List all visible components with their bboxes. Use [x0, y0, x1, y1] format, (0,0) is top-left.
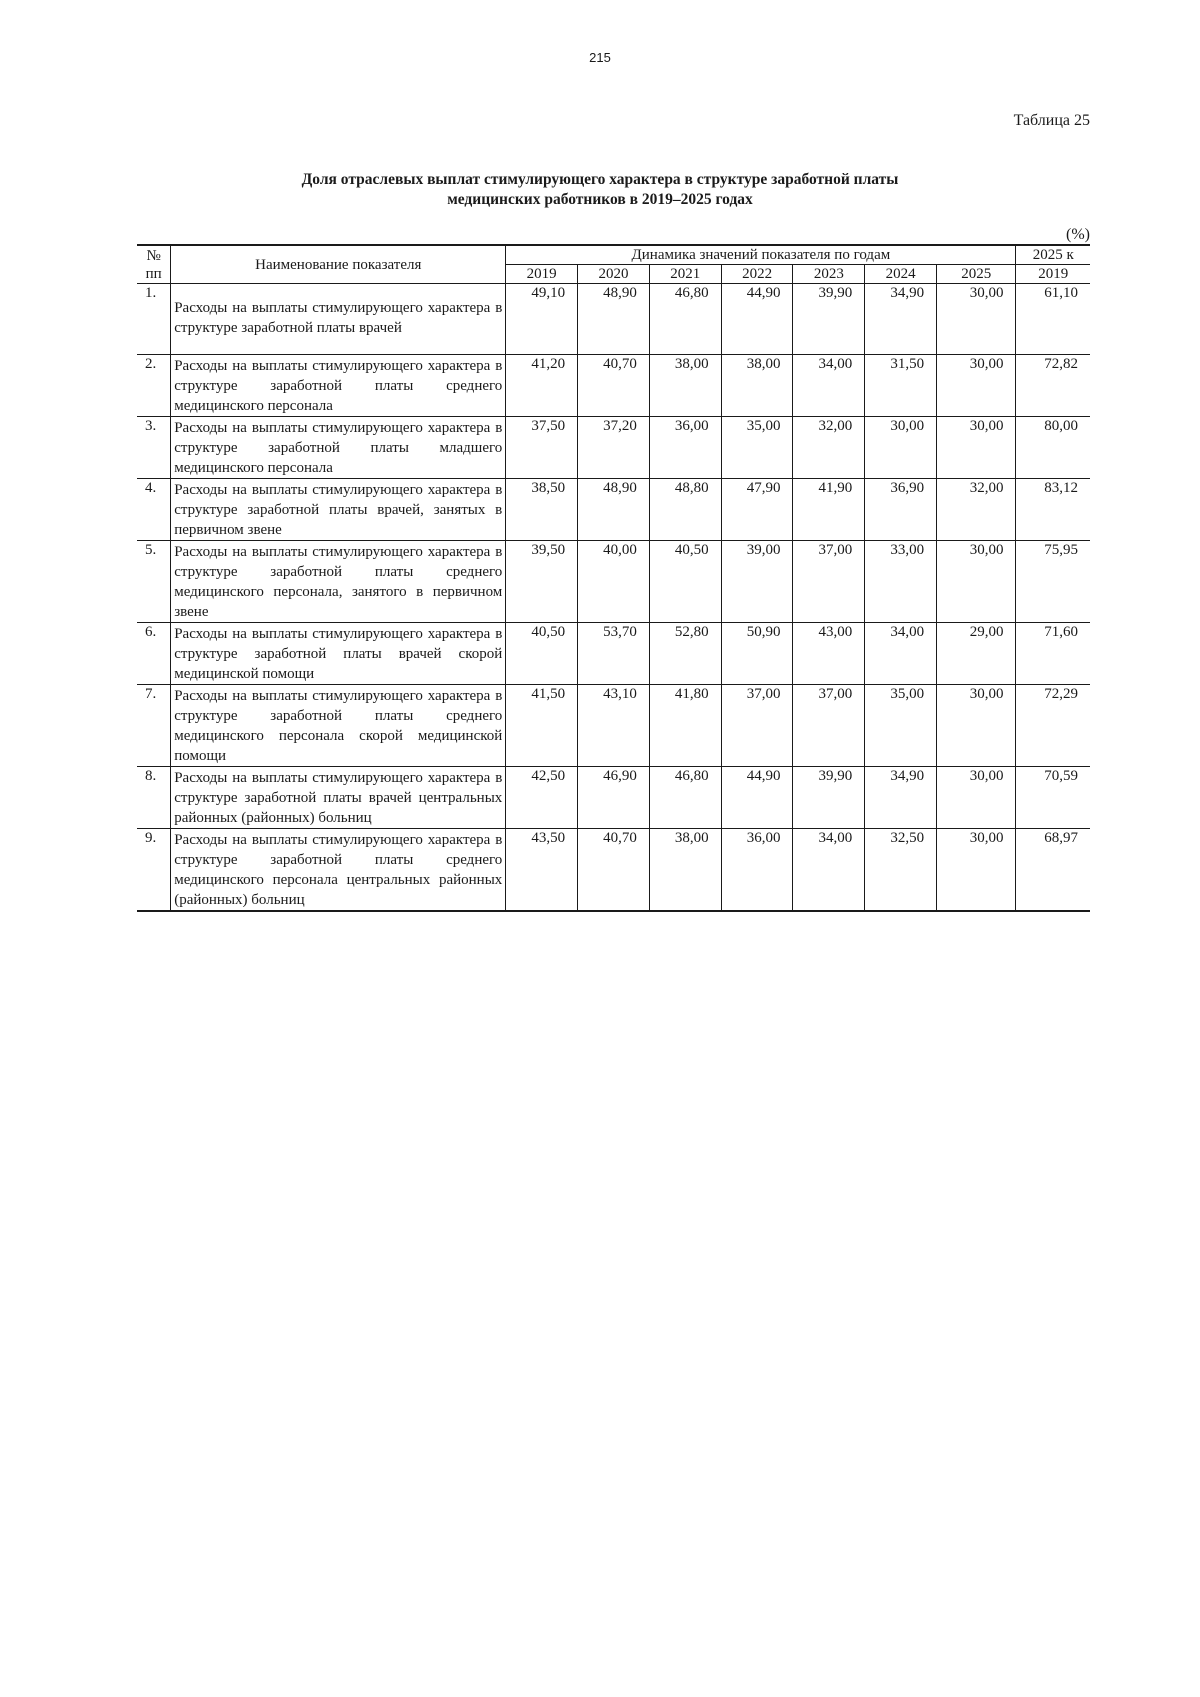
indicator-name-cell: Расходы на выплаты стимулирующего характера в структуре заработной платы врачей скорой медицинской помощи [171, 623, 506, 685]
indicator-name-cell: Расходы на выплаты стимулирующего характера в структуре заработной платы среднего медицинского персонала центральных районных (районных) больниц [171, 829, 506, 912]
row-number-cell: 5. [137, 541, 171, 623]
year-value-cell: 39,90 [793, 767, 865, 829]
year-value-cell: 50,90 [721, 623, 793, 685]
year-value-cell: 38,00 [649, 829, 721, 912]
year-value-cell: 29,00 [937, 623, 1016, 685]
year-value-cell: 53,70 [578, 623, 650, 685]
year-value-cell: 30,00 [937, 685, 1016, 767]
ratio-cell: 72,82 [1016, 355, 1090, 417]
row-number-cell: 3. [137, 417, 171, 479]
year-value-cell: 41,90 [793, 479, 865, 541]
year-value-cell: 43,50 [506, 829, 578, 912]
header-number-line-1: № [146, 247, 161, 264]
year-value-cell: 41,50 [506, 685, 578, 767]
header-ratio-line-2: 2019 [1016, 265, 1090, 284]
table-row [137, 284, 1090, 355]
header-ratio-line-1: 2025 к [1016, 245, 1090, 265]
header-dynamics: Динамика значений показателя по годам [506, 245, 1016, 265]
year-value-cell: 48,80 [649, 479, 721, 541]
year-value-cell: 35,00 [865, 685, 937, 767]
ratio-cell: 72,29 [1016, 685, 1090, 767]
row-number-cell: 4. [137, 479, 171, 541]
table-row [137, 685, 1090, 767]
year-value-cell: 35,00 [721, 417, 793, 479]
ratio-cell: 68,97 [1016, 829, 1090, 912]
indicator-name-cell: Расходы на выплаты стимулирующего характера в структуре заработной платы среднего медицинского персонала [171, 355, 506, 417]
year-value-cell: 30,00 [937, 284, 1016, 355]
year-value-cell: 43,00 [793, 623, 865, 685]
indicator-name-cell: Расходы на выплаты стимулирующего характера в структуре заработной платы врачей, занятых в первичном звене [171, 479, 506, 541]
document-title [0, 170, 1200, 210]
year-value-cell: 30,00 [937, 417, 1016, 479]
year-value-cell: 30,00 [865, 417, 937, 479]
year-value-cell: 36,00 [721, 829, 793, 912]
year-value-cell: 47,90 [721, 479, 793, 541]
year-value-cell: 49,10 [506, 284, 578, 355]
table-row [137, 479, 1090, 541]
year-value-cell: 46,80 [649, 767, 721, 829]
unit-label: (%) [1066, 226, 1090, 243]
year-value-cell: 30,00 [937, 767, 1016, 829]
indicator-name-cell: Расходы на выплаты стимулирующего характера в структуре заработной платы младшего медицинского персонала [171, 417, 506, 479]
year-value-cell: 39,00 [721, 541, 793, 623]
row-number-cell: 9. [137, 829, 171, 912]
table-row [137, 623, 1090, 685]
year-value-cell: 38,00 [649, 355, 721, 417]
title-line-2: медицинских работников в 2019–2025 годах [447, 191, 753, 208]
year-value-cell: 36,90 [865, 479, 937, 541]
year-value-cell: 33,00 [865, 541, 937, 623]
year-value-cell: 30,00 [937, 829, 1016, 912]
year-value-cell: 31,50 [865, 355, 937, 417]
table-row [137, 829, 1090, 912]
year-value-cell: 37,00 [721, 685, 793, 767]
indicator-name-cell: Расходы на выплаты стимулирующего характера в структуре заработной платы среднего медицинского персонала, занятого в первичном звене [171, 541, 506, 623]
year-value-cell: 46,80 [649, 284, 721, 355]
page-number: 215 [589, 50, 611, 65]
ratio-cell: 75,95 [1016, 541, 1090, 623]
year-value-cell: 43,10 [578, 685, 650, 767]
year-value-cell: 46,90 [578, 767, 650, 829]
header-row-1 [137, 245, 1090, 265]
year-value-cell: 40,70 [578, 829, 650, 912]
data-table [137, 244, 1090, 912]
indicator-name-cell: Расходы на выплаты стимулирующего характера в структуре заработной платы врачей [171, 284, 506, 355]
year-value-cell: 41,20 [506, 355, 578, 417]
year-value-cell: 37,00 [793, 685, 865, 767]
header-year: 2025 [937, 265, 1016, 284]
header-year: 2020 [578, 265, 650, 284]
row-number-cell: 6. [137, 623, 171, 685]
year-value-cell: 30,00 [937, 541, 1016, 623]
row-number-cell: 1. [137, 284, 171, 355]
ratio-cell: 71,60 [1016, 623, 1090, 685]
year-value-cell: 44,90 [721, 767, 793, 829]
year-value-cell: 34,00 [793, 355, 865, 417]
title-line-1: Доля отраслевых выплат стимулирующего характера в структуре заработной платы [301, 171, 899, 188]
year-value-cell: 36,00 [649, 417, 721, 479]
ratio-cell: 61,10 [1016, 284, 1090, 355]
table-body [137, 284, 1090, 912]
year-value-cell: 34,00 [793, 829, 865, 912]
header-year: 2024 [865, 265, 937, 284]
header-number [137, 245, 171, 284]
year-value-cell: 37,50 [506, 417, 578, 479]
year-value-cell: 40,70 [578, 355, 650, 417]
header-year: 2023 [793, 265, 865, 284]
header-number-line-2: пп [145, 265, 162, 282]
year-value-cell: 41,80 [649, 685, 721, 767]
year-value-cell: 34,00 [865, 623, 937, 685]
year-value-cell: 40,50 [506, 623, 578, 685]
header-name: Наименование показателя [171, 245, 506, 284]
ratio-cell: 70,59 [1016, 767, 1090, 829]
ratio-cell: 83,12 [1016, 479, 1090, 541]
year-value-cell: 40,00 [578, 541, 650, 623]
table-row [137, 767, 1090, 829]
row-number-cell: 2. [137, 355, 171, 417]
year-value-cell: 30,00 [937, 355, 1016, 417]
year-value-cell: 40,50 [649, 541, 721, 623]
table-row [137, 355, 1090, 417]
header-year: 2021 [649, 265, 721, 284]
indicator-name-cell: Расходы на выплаты стимулирующего характера в структуре заработной платы врачей центральных районных (районных) больниц [171, 767, 506, 829]
year-value-cell: 39,50 [506, 541, 578, 623]
year-value-cell: 32,00 [793, 417, 865, 479]
table-row [137, 417, 1090, 479]
year-value-cell: 38,00 [721, 355, 793, 417]
header-year: 2022 [721, 265, 793, 284]
table-label: Таблица 25 [1013, 112, 1090, 129]
row-number-cell: 7. [137, 685, 171, 767]
year-value-cell: 32,50 [865, 829, 937, 912]
ratio-cell: 80,00 [1016, 417, 1090, 479]
year-value-cell: 48,90 [578, 284, 650, 355]
year-value-cell: 37,20 [578, 417, 650, 479]
indicator-name-cell: Расходы на выплаты стимулирующего характера в структуре заработной платы среднего медицинского персонала скорой медицинской помощи [171, 685, 506, 767]
year-value-cell: 42,50 [506, 767, 578, 829]
year-value-cell: 37,00 [793, 541, 865, 623]
year-value-cell: 44,90 [721, 284, 793, 355]
row-number-cell: 8. [137, 767, 171, 829]
header-year: 2019 [506, 265, 578, 284]
year-value-cell: 34,90 [865, 284, 937, 355]
year-value-cell: 48,90 [578, 479, 650, 541]
table-row [137, 541, 1090, 623]
year-value-cell: 52,80 [649, 623, 721, 685]
year-value-cell: 38,50 [506, 479, 578, 541]
year-value-cell: 34,90 [865, 767, 937, 829]
year-value-cell: 39,90 [793, 284, 865, 355]
year-value-cell: 32,00 [937, 479, 1016, 541]
